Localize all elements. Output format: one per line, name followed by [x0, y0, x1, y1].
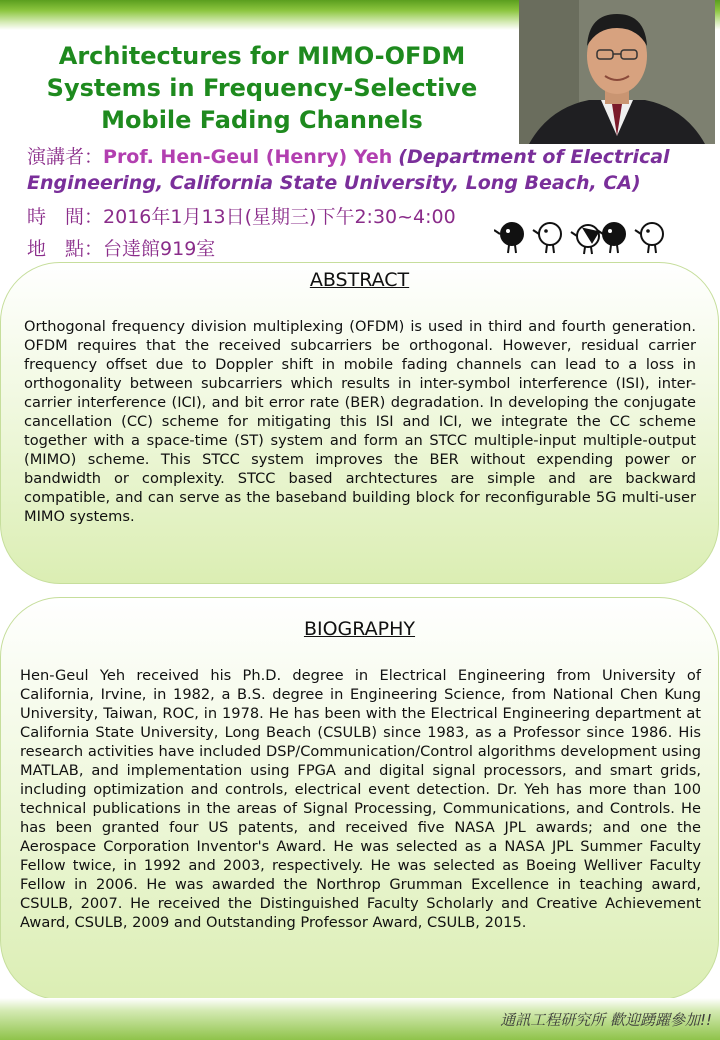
talk-title: Architectures for MIMO-OFDM Systems in Frequency-Selective Mobile Fading Channels	[46, 42, 478, 134]
place-line	[27, 236, 215, 262]
speaker-photo	[519, 0, 715, 144]
place-label: 地 點：	[27, 238, 104, 260]
abstract-text: Orthogonal frequency division multiplexing (OFDM) is used in third and fourth generation. OFDM requires that the received subcarriers be orthogonal. However, residual carrier frequency offset due to Doppler shift in mobile fading channels can lead to a loss in orthogonality between subcarriers which results in inter-symbol interference (ISI), inter-carrier interference (ICI), and bit error rate (BER) degradation. In developing the conjugate cancellation (CC) scheme for mitigating this ISI and ICI, we integrate the CC scheme together with a space-time (ST) system and form an STCC multiple-input multiple-output (MIMO) scheme. This STCC system improves the BER without expending power or bandwidth or complexity. STCC based archtectures are simple and are backward compatible, and can serve as the baseband building block for reconfigurable 5G multi-user MIMO systems.	[24, 318, 696, 525]
biography-panel	[0, 597, 719, 1000]
footer-welcome: 通訊工程研究所 歡迎踴躍參加!!	[500, 1011, 712, 1029]
place-value: 台達館919室	[103, 238, 216, 260]
bird-decoration	[494, 216, 674, 256]
bird-icon	[533, 223, 561, 253]
speaker-affiliation: (Department of Electrical Engineering, California State University, Long Beach, CA)	[27, 146, 670, 194]
biography-heading: BIOGRAPHY	[303, 618, 416, 640]
speaker-name: Prof. Hen-Geul (Henry) Yeh	[103, 146, 393, 168]
bird-icon	[635, 223, 663, 253]
speaker-label: 演講者：	[27, 146, 104, 168]
bird-icon	[571, 225, 599, 254]
time-value: 2016年1月13日(星期三)下午2:30~4:00	[103, 206, 456, 228]
speaker-line	[27, 144, 712, 196]
abstract-panel	[0, 262, 719, 584]
bird-icon	[494, 223, 523, 253]
time-line	[27, 204, 456, 230]
time-label: 時 間：	[27, 206, 104, 228]
bird-icon	[597, 223, 625, 253]
biography-text: Hen-Geul Yeh received his Ph.D. degree in Electrical Engineering from University of California, Irvine, in 1982, a B.S. degree in Engineering Science, from National Chen Kung University, Taiwan, ROC, in 1978. He has been with the Electrical Engineering department at California State University, Long Beach (CSULB) since 1983, as a Professor since 1986. His research activities have included DSP/Communication/Control algorithms development using MATLAB, and implementation using FPGA and digital signal processors, and smart grids, including optimization and controls, electrical event detection. Dr. Yeh has more than 100 technical publications in the areas of Signal Processing, Communications, and Controls. He has been granted four US patents, and received five NASA JPL awards; and one the Aerospace Corporation Inventor's Award. He was selected as a NASA JPL Summer Faculty Fellow twice, in 1992 and 2003, respectively. He was selected as Boeing Welliver Faculty Fellow in 2006. He was awarded the Northrop Grumman Excellence in teaching award, CSULB, 2007. He received the Distinguished Faculty Scholarly and Creative Achievement Award, CSULB, 2009 and Outstanding Professor Award, CSULB, 2015.	[20, 667, 701, 931]
abstract-heading: ABSTRACT	[309, 269, 410, 291]
